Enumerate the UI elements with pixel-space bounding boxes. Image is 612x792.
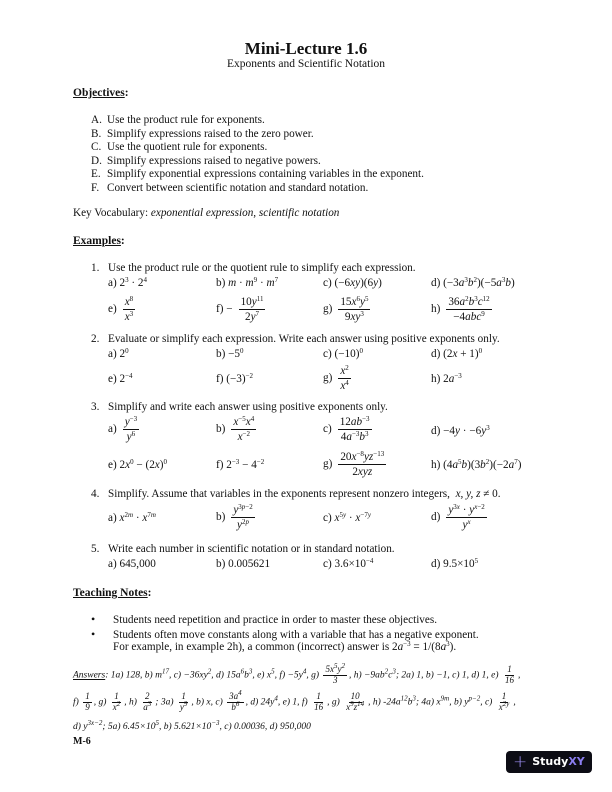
problem-5d: d) $9.5\times 10^5$ [431, 557, 479, 570]
page-subtitle: Exponents and Scientific Notation [226, 58, 386, 70]
problem-1-instruction: 1. Use the product rule or the quotient rule to simplify each expression. [91, 262, 416, 274]
problem-1g: g) $\frac{15x^6y^5}{9xy^3}$ [323, 295, 369, 323]
problem-4d: d) $\frac{y^{3x} \cdot y^{x-2}}{y^x}$ [431, 503, 485, 531]
problem-5c: c) $3.6\times 10^{-4}$ [323, 557, 374, 570]
problem-3h: h) $(4a^5b)(3b^2)(-2a^7)$ [431, 458, 522, 471]
problem-1d: d) $(-3a^3b^2)(-5a^3b)$ [431, 276, 515, 289]
problem-3e: e) $2x^0 - (2x)^0$ [108, 458, 167, 471]
plus-icon: + [513, 751, 528, 772]
problem-3g: g) $\frac{20x^{-8}yz^{-13}}{\text{2xyz}}$ [323, 450, 385, 478]
problem-1c: c) (−6xy)(6y) [323, 277, 382, 289]
problem-3b: b) $\frac{x^{-5}x^4}{x^{-2}}$ [216, 415, 255, 443]
objectives-heading: Objectives: [73, 87, 129, 99]
problem-1b: b) $m \cdot m^9 \cdot m^7$ [216, 276, 279, 289]
problem-5b: b) 0.005621 [216, 558, 271, 570]
problem-3-instruction: 3. Simplify and write each answer using positive exponents only. [91, 401, 388, 413]
objective-item: D. Simplify expressions raised to negative powers. [91, 154, 321, 167]
objective-item: E. Simplify exponential expressions containing variables in the exponent. [91, 168, 424, 181]
brand-logo: StudyXY [532, 755, 585, 769]
teaching-note-item: • Students need repetition and practice in order to master these objectives. [91, 612, 438, 626]
problem-2e: e) $2^{-4}$ [108, 372, 133, 385]
problem-4-instruction: 4. Simplify. Assume that variables in the exponents represent nonzero integers, x, y, z ≠ 0. [91, 488, 501, 500]
objective-item: F. Convert between scientific notation and standard notation. [91, 181, 369, 194]
answers-line-3: d) $y^{3x-2}$; 5a) $6.45\times 10^5$, b) $5.621\times 10^{-3}$, c) 0.00036, d) 950,000 [73, 719, 311, 732]
problem-2c: c) $(-10)^0$ [323, 347, 363, 360]
objective-item: B. Simplify expressions raised to the zero power. [91, 127, 314, 140]
problem-3f: f) $2^{-3} - 4^{-2}$ [216, 458, 265, 471]
problem-2a: a) $2^0$ [108, 347, 129, 360]
objective-item: A. Use the product rule for exponents. [91, 114, 265, 126]
teaching-note-continuation: For example, in example 2h), a common (incorrect) answer is $2a^{-3} = 1/(8a^3)$. [113, 640, 457, 653]
problem-2g: g) $\frac{x^2}{x^4}$ [323, 364, 349, 392]
problem-2b: $b) -5^0$ [216, 347, 244, 360]
answers-line-1: Answers: 1a) 128, b) $m^{17}$, $c) -36xy^2$, d) $15a^6b^3$, e) $x^5$, $f) -5y^4$, g) $\frac{5x^5y^2}{3}$ , $h) -9ab^2c^3$; 2a) 1, b) −1, c) 1, d) 1, e) $\frac{1}{16}$ , [73, 662, 521, 685]
problem-4c: c) $x^{5y} \cdot x^{-7y}$ [323, 511, 371, 524]
problem-2-instruction: 2. Evaluate or simplify each expression. Write each answer using positive exponents only. [91, 333, 500, 345]
problem-1f: f) − $\frac{10y^{11}}{2y^7}$ [216, 295, 264, 323]
teaching-note-item: • Students often move constants along with a variable that has a negative exponent. [91, 627, 479, 641]
problem-5a: a) 645,000 [108, 558, 156, 570]
problem-2h: h) $2a^{-3}$ [431, 372, 462, 385]
key-vocabulary: Key Vocabulary: exponential expression, scientific notation [73, 207, 340, 219]
problem-3c: c) $\frac{12ab^{-3}}{4a^{-3}b^3}$ [323, 415, 370, 443]
problem-3a: a) $\frac{y^{-3}}{y^6}$ [108, 415, 138, 443]
problem-1h: h) $\frac{36a^2b^3c^{12}}{-4abc^9}$ [431, 295, 490, 323]
teaching-notes-heading: Teaching Notes: [73, 587, 152, 599]
problem-4b: b) $\frac{y^{3p-2}}{y^{2p}}$ [216, 503, 253, 531]
page-id: M-6 [73, 736, 91, 747]
problem-1a: a) $2^3 \cdot 2^4$ [108, 276, 148, 289]
objectives-list [91, 114, 424, 196]
examples-heading: Examples: [73, 235, 125, 247]
answers-line-2: f) $\frac{1}{9}$ , g) $\frac{1}{x^2}$ , h) $\frac{2}{a^3}$ ; 3a) $\frac{1}{y^9}$ , b) x, c) $\frac{3a^4}{b^6}$ , d) $24y^4$, e) 1, f) $\frac{1}{16}$ , g) $\frac{10}{x^9z^{14}}$ , h) $-24a^{12}b^3$; 4a) $x^{9m}$, b) $y^{p-2}$, c) $\frac{1}{x^{2y}}$ , [73, 689, 516, 712]
problem-5-instruction: 5. Write each number in scientific notation or in standard notation. [91, 543, 395, 555]
page-title: Mini-Lecture 1.6 [244, 39, 368, 58]
problem-4a: a) $x^{2m} \cdot x^{7m}$ [108, 511, 156, 524]
objective-item: C. Use the quotient rule for exponents. [91, 141, 268, 154]
problem-1e: e) $\frac{x^8}{x^3}$ [108, 295, 134, 323]
problem-2f: f) $(-3)^{-2}$ [216, 372, 254, 385]
problem-3d: $d) -4y \cdot -6y^3$ [431, 424, 490, 437]
problem-2d: d) $(2x + 1)^0$ [431, 347, 483, 360]
studyxy-badge[interactable] [506, 751, 592, 773]
